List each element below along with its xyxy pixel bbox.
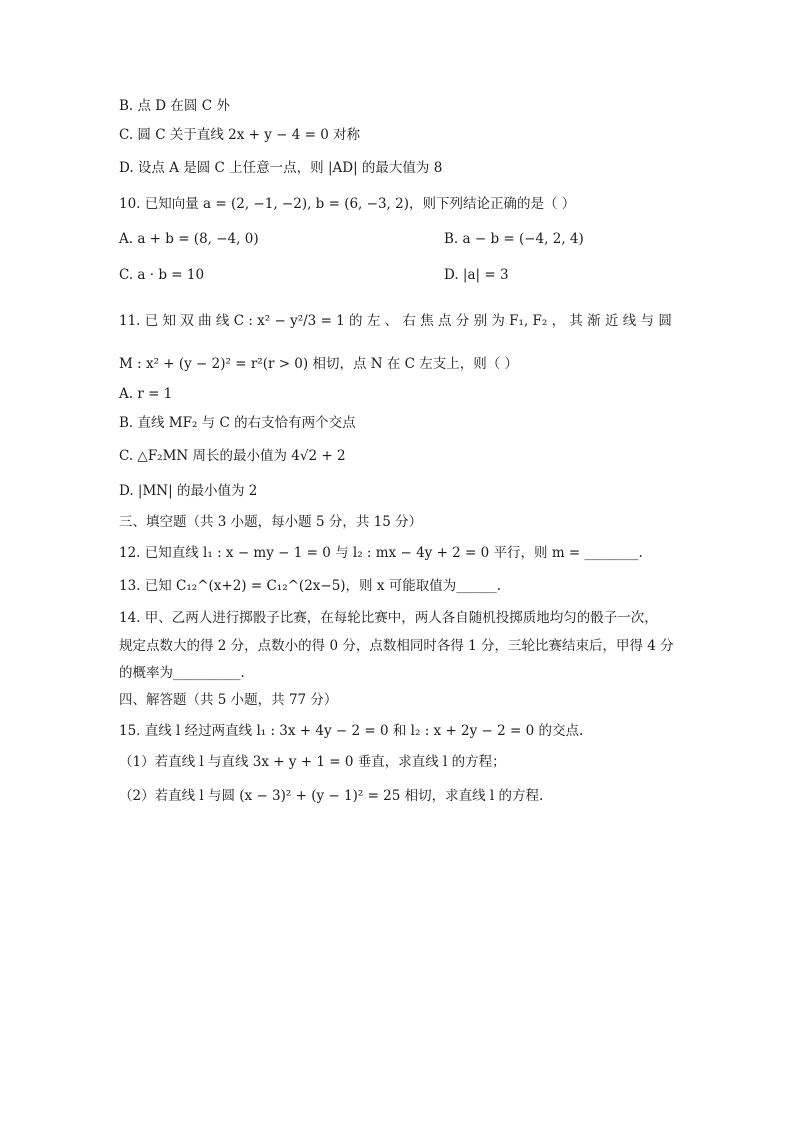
q10-option-a: A. a + b = (8, −4, 0) [119, 231, 259, 247]
section-4-heading: 四、解答题（共 5 小题，共 77 分） [119, 692, 338, 708]
question-11-line-1: 11. 已 知 双 曲 线 C : x² − y²/3 = 1 的 左 、 右 焦 点 分 别 为 F₁, F₂ ， 其 渐 近 线 与 圆 [119, 313, 672, 329]
q10-option-b: B. a − b = (−4, 2, 4) [444, 231, 584, 247]
q11-option-b: B. 直线 MF₂ 与 C 的右支恰有两个交点 [119, 415, 356, 431]
q15-part-2: （2）若直线 l 与圆 (x − 3)² + (y − 1)² = 25 相切，求直线 l 的方程. [119, 788, 544, 804]
q11-option-c: C. △F₂MN 周长的最小值为 4√2 + 2 [119, 448, 346, 464]
section-3-heading: 三、填空题（共 3 小题，每小题 5 分，共 15 分） [119, 514, 423, 530]
question-14-line-3: 的概率为__________. [119, 665, 245, 681]
question-12: 12. 已知直线 l₁ : x − my − 1 = 0 与 l₂ : mx − 4y + 2 = 0 平行，则 m = ________. [119, 545, 643, 561]
q15-part-1: （1）若直线 l 与直线 3x + y + 1 = 0 垂直，求直线 l 的方程； [119, 754, 506, 770]
q11-option-d: D. |MN| 的最小值为 2 [119, 483, 258, 499]
q9-option-b: B. 点 D 在圆 C 外 [119, 98, 230, 114]
q9-option-c: C. 圆 C 关于直线 2x + y − 4 = 0 对称 [119, 127, 361, 143]
q10-option-c: C. a · b = 10 [119, 267, 205, 283]
question-13: 13. 已知 C₁₂^(x+2) = C₁₂^(2x−5)，则 x 可能取值为______. [119, 578, 502, 594]
q11-option-a: A. r = 1 [119, 386, 173, 402]
question-10: 10. 已知向量 a = (2, −1, −2), b = (6, −3, 2)，则下列结论正确的是（ ） [119, 196, 576, 212]
q9-option-d: D. 设点 A 是圆 C 上任意一点，则 |AD| 的最大值为 8 [119, 160, 443, 176]
question-15: 15. 直线 l 经过两直线 l₁ : 3x + 4y − 2 = 0 和 l₂ : x + 2y − 2 = 0 的交点. [119, 723, 584, 739]
q10-option-d: D. |a| = 3 [444, 267, 509, 283]
question-14-line-2: 规定点数大的得 2 分，点数小的得 0 分，点数相同时各得 1 分，三轮比赛结束后，甲得 4 分 [119, 638, 674, 654]
question-11-line-2: M : x² + (y − 2)² = r²(r > 0) 相切，点 N 在 C 左支上，则（ ） [119, 356, 519, 372]
question-14-line-1: 14. 甲、乙两人进行掷骰子比赛，在每轮比赛中，两人各自随机投掷质地均匀的骰子一次， [119, 610, 658, 626]
